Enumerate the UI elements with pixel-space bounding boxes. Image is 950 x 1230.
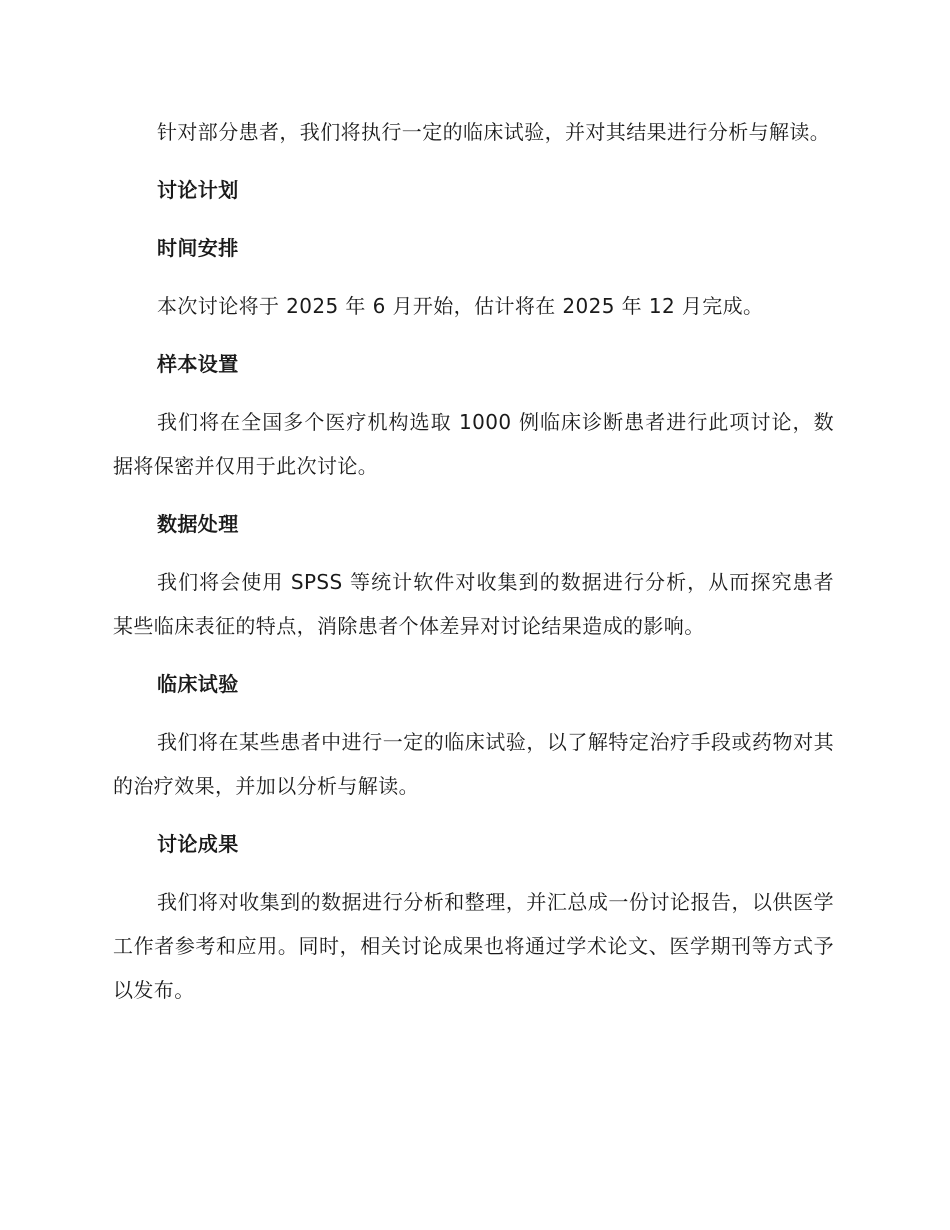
spacer [113,328,834,342]
spacer [113,154,834,168]
spacer [113,546,834,560]
spacer [113,706,834,720]
paragraph-clinical-trial: 我们将在某些患者中进行一定的临床试验，以了解特定治疗手段或药物对其的治疗效果，并加以分析与解读。 [113,730,834,798]
spacer [113,648,834,662]
heading-schedule: 时间安排 [157,236,239,260]
heading-discussion-plan: 讨论计划 [157,178,239,202]
paragraph-clinical-trial-intro: 针对部分患者，我们将执行一定的临床试验，并对其结果进行分析与解读。 [157,120,831,144]
spacer [113,808,834,822]
spacer [113,212,834,226]
spacer [113,386,834,400]
heading-sample-setup: 样本设置 [157,352,239,376]
spacer [113,488,834,502]
heading-discussion-results: 讨论成果 [157,832,239,856]
paragraph-data-processing: 我们将会使用 SPSS 等统计软件对收集到的数据进行分析，从而探究患者某些临床表征的特点，消除患者个体差异对讨论结果造成的影响。 [113,570,834,638]
paragraph-schedule: 本次讨论将于 2025 年 6 月开始，估计将在 2025 年 12 月完成。 [157,294,764,318]
spacer [113,270,834,284]
paragraph-discussion-results: 我们将对收集到的数据进行分析和整理，并汇总成一份讨论报告，以供医学工作者参考和应用。同时，相关讨论成果也将通过学术论文、医学期刊等方式予以发布。 [113,890,834,1002]
paragraph-sample-setup: 我们将在全国多个医疗机构选取 1000 例临床诊断患者进行此项讨论，数据将保密并仅用于此次讨论。 [113,410,834,478]
spacer [113,866,834,880]
heading-clinical-trial: 临床试验 [157,672,239,696]
heading-data-processing: 数据处理 [157,512,239,536]
